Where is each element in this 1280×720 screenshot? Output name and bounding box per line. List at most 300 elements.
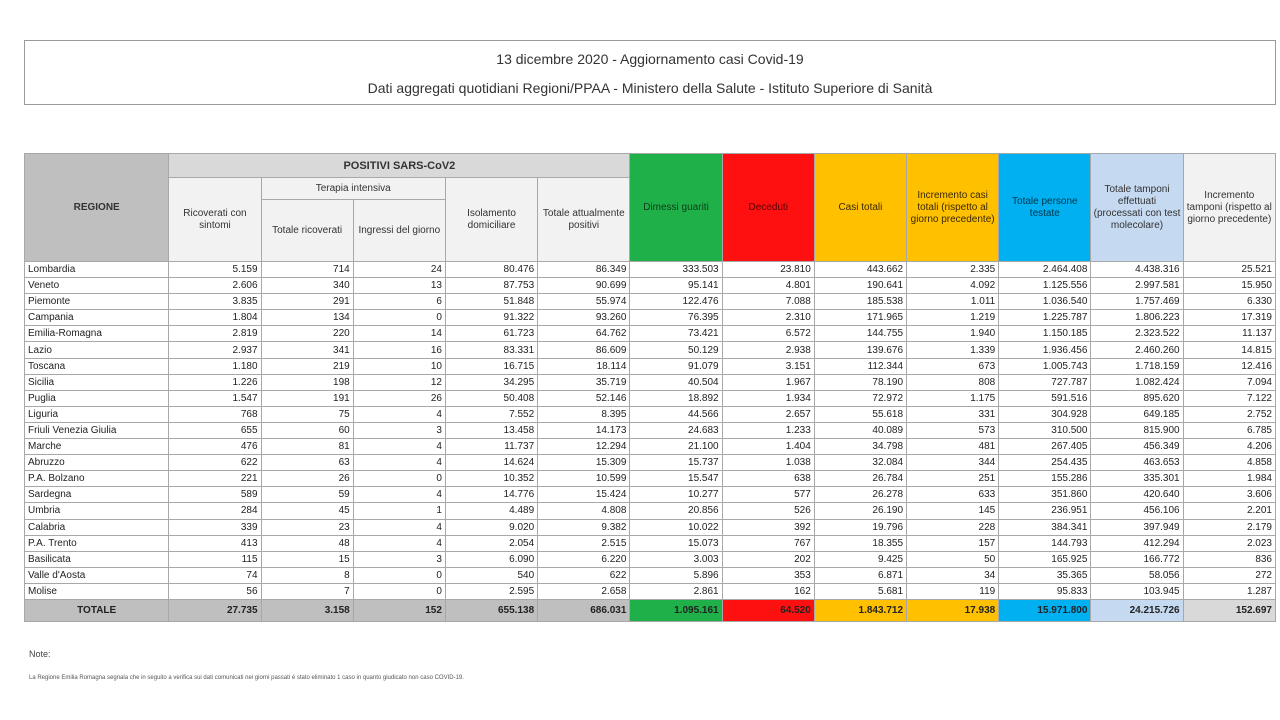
cell-ricoverati: 74 [169, 567, 261, 583]
cell-casi-totali: 26.278 [814, 487, 906, 503]
cell-isolamento: 50.408 [445, 390, 537, 406]
cell-deceduti: 767 [722, 535, 814, 551]
cell-ricoverati: 476 [169, 439, 261, 455]
cell-persone-testate: 254.435 [999, 455, 1091, 471]
cell-persone-testate: 384.341 [999, 519, 1091, 535]
cell-persone-testate: 1.036.540 [999, 294, 1091, 310]
cell-terapia-totale: 219 [261, 358, 353, 374]
cell-dimessi: 2.861 [630, 583, 722, 599]
cell-terapia-totale: 63 [261, 455, 353, 471]
cell-deceduti: 353 [722, 567, 814, 583]
cell-tamponi: 1.806.223 [1091, 310, 1183, 326]
cell-incremento-casi: 1.175 [907, 390, 999, 406]
cell-regione: P.A. Bolzano [25, 471, 169, 487]
cell-regione: Puglia [25, 390, 169, 406]
cell-casi-totali: 55.618 [814, 406, 906, 422]
cell-incremento-casi: 344 [907, 455, 999, 471]
cell-isolamento: 2.054 [445, 535, 537, 551]
cell-incremento-casi: 228 [907, 519, 999, 535]
cell-ricoverati: 1.804 [169, 310, 261, 326]
cell-incremento-tamponi: 272 [1183, 567, 1275, 583]
cell-terapia-totale: 134 [261, 310, 353, 326]
cell-isolamento: 540 [445, 567, 537, 583]
cell-dimessi: 10.022 [630, 519, 722, 535]
cell-casi-totali: 1.843.712 [814, 599, 906, 621]
cell-incremento-tamponi: 2.752 [1183, 406, 1275, 422]
cell-dimessi: 76.395 [630, 310, 722, 326]
cell-isolamento: 51.848 [445, 294, 537, 310]
cell-tamponi: 397.949 [1091, 519, 1183, 535]
cell-terapia-totale: 714 [261, 262, 353, 278]
cell-totale-positivi: 64.762 [538, 326, 630, 342]
cell-ricoverati: 1.180 [169, 358, 261, 374]
cell-terapia-totale: 8 [261, 567, 353, 583]
cell-persone-testate: 15.971.800 [999, 599, 1091, 621]
cell-incremento-casi: 157 [907, 535, 999, 551]
notes-text: La Regione Emilia Romagna segnala che in seguito a verifica sui dati comunicati nei giorni passati è stato eliminato 1 caso in quanto giudicato non caso COVID-19. [29, 675, 464, 681]
cell-totale-positivi: 10.599 [538, 471, 630, 487]
cell-persone-testate: 1.005.743 [999, 358, 1091, 374]
cell-isolamento: 87.753 [445, 278, 537, 294]
cell-incremento-casi: 4.092 [907, 278, 999, 294]
cell-incremento-casi: 1.339 [907, 342, 999, 358]
cell-tamponi: 649.185 [1091, 406, 1183, 422]
cell-casi-totali: 139.676 [814, 342, 906, 358]
cell-casi-totali: 171.965 [814, 310, 906, 326]
cell-incremento-casi: 633 [907, 487, 999, 503]
cell-ingressi: 0 [353, 567, 445, 583]
cell-isolamento: 10.352 [445, 471, 537, 487]
cell-tamponi: 895.620 [1091, 390, 1183, 406]
cell-isolamento: 14.776 [445, 487, 537, 503]
cell-deceduti: 1.934 [722, 390, 814, 406]
header-isolamento: Isolamento domiciliare [445, 178, 537, 262]
cell-incremento-tamponi: 152.697 [1183, 599, 1275, 621]
cell-casi-totali: 9.425 [814, 551, 906, 567]
table-row [25, 487, 1276, 503]
cell-ricoverati: 622 [169, 455, 261, 471]
cell-incremento-casi: 1.011 [907, 294, 999, 310]
cell-casi-totali: 6.871 [814, 567, 906, 583]
cell-terapia-totale: 45 [261, 503, 353, 519]
cell-regione: Emilia-Romagna [25, 326, 169, 342]
cell-isolamento: 11.737 [445, 439, 537, 455]
cell-ingressi: 14 [353, 326, 445, 342]
cell-persone-testate: 144.793 [999, 535, 1091, 551]
cell-isolamento: 7.552 [445, 406, 537, 422]
header-totale-positivi: Totale attualmente positivi [538, 178, 630, 262]
cell-incremento-tamponi: 3.606 [1183, 487, 1275, 503]
cell-regione: Marche [25, 439, 169, 455]
cell-isolamento: 14.624 [445, 455, 537, 471]
table-row [25, 390, 1276, 406]
cell-persone-testate: 95.833 [999, 583, 1091, 599]
cell-isolamento: 13.458 [445, 422, 537, 438]
cell-ingressi: 4 [353, 535, 445, 551]
cell-regione: Molise [25, 583, 169, 599]
cell-tamponi: 1.757.469 [1091, 294, 1183, 310]
cell-ingressi: 1 [353, 503, 445, 519]
cell-regione: Lazio [25, 342, 169, 358]
cell-ricoverati: 655 [169, 422, 261, 438]
cell-ingressi: 152 [353, 599, 445, 621]
cell-totale-positivi: 18.114 [538, 358, 630, 374]
cell-deceduti: 202 [722, 551, 814, 567]
cell-incremento-casi: 1.940 [907, 326, 999, 342]
page-subtitle: Dati aggregati quotidiani Regioni/PPAA - Ministero della Salute - Istituto Superiore di Sanità [367, 80, 933, 96]
cell-totale-positivi: 8.395 [538, 406, 630, 422]
cell-casi-totali: 185.538 [814, 294, 906, 310]
cell-regione: Valle d'Aosta [25, 567, 169, 583]
table-row [25, 455, 1276, 471]
cell-terapia-totale: 7 [261, 583, 353, 599]
table-row [25, 551, 1276, 567]
cell-persone-testate: 351.860 [999, 487, 1091, 503]
cell-deceduti: 1.233 [722, 422, 814, 438]
cell-casi-totali: 19.796 [814, 519, 906, 535]
cell-incremento-casi: 331 [907, 406, 999, 422]
cell-incremento-casi: 2.335 [907, 262, 999, 278]
cell-incremento-casi: 1.219 [907, 310, 999, 326]
cell-incremento-tamponi: 4.206 [1183, 439, 1275, 455]
cell-deceduti: 392 [722, 519, 814, 535]
cell-regione: Calabria [25, 519, 169, 535]
cell-ingressi: 13 [353, 278, 445, 294]
cell-regione: Lombardia [25, 262, 169, 278]
table-row [25, 567, 1276, 583]
cell-incremento-casi: 573 [907, 422, 999, 438]
cell-incremento-tamponi: 1.984 [1183, 471, 1275, 487]
table-row [25, 503, 1276, 519]
table-row [25, 406, 1276, 422]
cell-dimessi: 15.737 [630, 455, 722, 471]
cell-incremento-tamponi: 15.950 [1183, 278, 1275, 294]
cell-ricoverati: 284 [169, 503, 261, 519]
cell-casi-totali: 26.784 [814, 471, 906, 487]
cell-incremento-casi: 808 [907, 374, 999, 390]
header-positivi: POSITIVI SARS-CoV2 [169, 154, 630, 178]
header-ricoverati: Ricoverati con sintomi [169, 178, 261, 262]
cell-persone-testate: 591.516 [999, 390, 1091, 406]
cell-tamponi: 335.301 [1091, 471, 1183, 487]
cell-incremento-tamponi: 1.287 [1183, 583, 1275, 599]
cell-dimessi: 1.095.161 [630, 599, 722, 621]
cell-dimessi: 5.896 [630, 567, 722, 583]
cell-ingressi: 0 [353, 310, 445, 326]
cell-persone-testate: 35.365 [999, 567, 1091, 583]
cell-incremento-casi: 34 [907, 567, 999, 583]
cell-regione: P.A. Trento [25, 535, 169, 551]
cell-incremento-tamponi: 12.416 [1183, 358, 1275, 374]
table-row [25, 326, 1276, 342]
cell-regione: Toscana [25, 358, 169, 374]
cell-casi-totali: 32.084 [814, 455, 906, 471]
cell-dimessi: 21.100 [630, 439, 722, 455]
cell-persone-testate: 304.928 [999, 406, 1091, 422]
cell-regione: Sardegna [25, 487, 169, 503]
cell-ricoverati: 2.937 [169, 342, 261, 358]
cell-incremento-tamponi: 2.179 [1183, 519, 1275, 535]
cell-tamponi: 456.349 [1091, 439, 1183, 455]
cell-isolamento: 6.090 [445, 551, 537, 567]
cell-incremento-tamponi: 2.201 [1183, 503, 1275, 519]
cell-regione: Liguria [25, 406, 169, 422]
cell-isolamento: 16.715 [445, 358, 537, 374]
cell-terapia-totale: 81 [261, 439, 353, 455]
cell-deceduti: 638 [722, 471, 814, 487]
cell-ingressi: 0 [353, 583, 445, 599]
total-row [25, 599, 1276, 621]
cell-regione: Friuli Venezia Giulia [25, 422, 169, 438]
cell-totale-positivi: 86.349 [538, 262, 630, 278]
cell-ingressi: 4 [353, 455, 445, 471]
cell-ingressi: 10 [353, 358, 445, 374]
cell-isolamento: 61.723 [445, 326, 537, 342]
cell-isolamento: 655.138 [445, 599, 537, 621]
cell-incremento-tamponi: 17.319 [1183, 310, 1275, 326]
cell-casi-totali: 5.681 [814, 583, 906, 599]
cell-dimessi: 73.421 [630, 326, 722, 342]
table-row [25, 262, 1276, 278]
cell-ingressi: 3 [353, 551, 445, 567]
cell-ricoverati: 339 [169, 519, 261, 535]
header-dimessi: Dimessi guariti [630, 154, 722, 262]
cell-isolamento: 9.020 [445, 519, 537, 535]
cell-dimessi: 122.476 [630, 294, 722, 310]
cell-terapia-totale: 75 [261, 406, 353, 422]
cell-tamponi: 1.718.159 [1091, 358, 1183, 374]
cell-deceduti: 1.404 [722, 439, 814, 455]
cell-ricoverati: 56 [169, 583, 261, 599]
cell-incremento-casi: 251 [907, 471, 999, 487]
cell-isolamento: 83.331 [445, 342, 537, 358]
cell-ingressi: 0 [353, 471, 445, 487]
table-row [25, 422, 1276, 438]
cell-casi-totali: 443.662 [814, 262, 906, 278]
cell-terapia-totale: 291 [261, 294, 353, 310]
cell-tamponi: 1.082.424 [1091, 374, 1183, 390]
cell-ingressi: 4 [353, 487, 445, 503]
cell-totale-positivi: 12.294 [538, 439, 630, 455]
cell-terapia-totale: 15 [261, 551, 353, 567]
cell-regione: Umbria [25, 503, 169, 519]
notes-label: Note: [29, 649, 51, 659]
cell-regione: Campania [25, 310, 169, 326]
cell-totale-positivi: 90.699 [538, 278, 630, 294]
cell-persone-testate: 1.150.185 [999, 326, 1091, 342]
cell-terapia-totale: 23 [261, 519, 353, 535]
cell-casi-totali: 40.089 [814, 422, 906, 438]
cell-persone-testate: 1.936.456 [999, 342, 1091, 358]
cell-deceduti: 577 [722, 487, 814, 503]
cell-terapia-totale: 198 [261, 374, 353, 390]
cell-deceduti: 526 [722, 503, 814, 519]
cell-ricoverati: 768 [169, 406, 261, 422]
cell-dimessi: 18.892 [630, 390, 722, 406]
cell-tamponi: 58.056 [1091, 567, 1183, 583]
cell-ricoverati: 115 [169, 551, 261, 567]
cell-persone-testate: 727.787 [999, 374, 1091, 390]
cell-ingressi: 16 [353, 342, 445, 358]
cell-dimessi: 24.683 [630, 422, 722, 438]
cell-casi-totali: 112.344 [814, 358, 906, 374]
title-box [24, 40, 1276, 105]
cell-totale-positivi: 86.609 [538, 342, 630, 358]
cell-ingressi: 4 [353, 519, 445, 535]
cell-totale-positivi: 2.658 [538, 583, 630, 599]
cell-incremento-tamponi: 7.094 [1183, 374, 1275, 390]
page-title: 13 dicembre 2020 - Aggiornamento casi Covid-19 [496, 51, 804, 67]
cell-deceduti: 4.801 [722, 278, 814, 294]
cell-incremento-tamponi: 836 [1183, 551, 1275, 567]
header-casi-totali: Casi totali [814, 154, 906, 262]
cell-casi-totali: 78.190 [814, 374, 906, 390]
table-row [25, 535, 1276, 551]
cell-incremento-tamponi: 7.122 [1183, 390, 1275, 406]
cell-totale-positivi: 14.173 [538, 422, 630, 438]
cell-ricoverati: 413 [169, 535, 261, 551]
cell-terapia-totale: 26 [261, 471, 353, 487]
cell-persone-testate: 310.500 [999, 422, 1091, 438]
cell-casi-totali: 34.798 [814, 439, 906, 455]
cell-tamponi: 2.323.522 [1091, 326, 1183, 342]
cell-incremento-tamponi: 25.521 [1183, 262, 1275, 278]
cell-tamponi: 4.438.316 [1091, 262, 1183, 278]
table-row [25, 358, 1276, 374]
cell-ricoverati: 2.819 [169, 326, 261, 342]
cell-casi-totali: 26.190 [814, 503, 906, 519]
cell-deceduti: 1.967 [722, 374, 814, 390]
cell-regione: Piemonte [25, 294, 169, 310]
cell-totale-positivi: 35.719 [538, 374, 630, 390]
cell-ingressi: 4 [353, 439, 445, 455]
table-row [25, 519, 1276, 535]
cell-incremento-tamponi: 6.330 [1183, 294, 1275, 310]
cell-persone-testate: 2.464.408 [999, 262, 1091, 278]
cell-terapia-totale: 59 [261, 487, 353, 503]
cell-ricoverati: 27.735 [169, 599, 261, 621]
header-ingressi: Ingressi del giorno [353, 200, 445, 262]
header-tamponi: Totale tamponi effettuati (processati con test molecolare) [1091, 154, 1183, 262]
cell-terapia-totale: 48 [261, 535, 353, 551]
cell-tamponi: 2.997.581 [1091, 278, 1183, 294]
cell-ingressi: 4 [353, 406, 445, 422]
cell-deceduti: 6.572 [722, 326, 814, 342]
cell-persone-testate: 1.125.556 [999, 278, 1091, 294]
table-row [25, 439, 1276, 455]
cell-totale-positivi: 4.808 [538, 503, 630, 519]
cell-ingressi: 26 [353, 390, 445, 406]
cell-ingressi: 6 [353, 294, 445, 310]
cell-persone-testate: 1.225.787 [999, 310, 1091, 326]
cell-ricoverati: 1.547 [169, 390, 261, 406]
cell-tamponi: 166.772 [1091, 551, 1183, 567]
cell-incremento-tamponi: 2.023 [1183, 535, 1275, 551]
cell-dimessi: 15.073 [630, 535, 722, 551]
cell-dimessi: 20.856 [630, 503, 722, 519]
cell-tamponi: 412.294 [1091, 535, 1183, 551]
cell-totale-positivi: 93.260 [538, 310, 630, 326]
header-regione: REGIONE [25, 154, 169, 262]
covid-data-table [24, 153, 1276, 622]
cell-deceduti: 1.038 [722, 455, 814, 471]
cell-ingressi: 3 [353, 422, 445, 438]
table-body [25, 262, 1276, 622]
cell-terapia-totale: 341 [261, 342, 353, 358]
cell-incremento-casi: 17.938 [907, 599, 999, 621]
cell-dimessi: 95.141 [630, 278, 722, 294]
table-row [25, 471, 1276, 487]
cell-tamponi: 2.460.260 [1091, 342, 1183, 358]
header-incremento-tamponi: Incremento tamponi (rispetto al giorno precedente) [1183, 154, 1275, 262]
cell-terapia-totale: 220 [261, 326, 353, 342]
cell-tamponi: 463.653 [1091, 455, 1183, 471]
cell-totale-positivi: 15.424 [538, 487, 630, 503]
cell-deceduti: 64.520 [722, 599, 814, 621]
cell-incremento-casi: 50 [907, 551, 999, 567]
cell-ricoverati: 3.835 [169, 294, 261, 310]
cell-tamponi: 24.215.726 [1091, 599, 1183, 621]
cell-isolamento: 34.295 [445, 374, 537, 390]
cell-incremento-casi: 119 [907, 583, 999, 599]
cell-deceduti: 23.810 [722, 262, 814, 278]
cell-deceduti: 7.088 [722, 294, 814, 310]
table-row [25, 583, 1276, 599]
cell-terapia-totale: 340 [261, 278, 353, 294]
cell-tamponi: 420.640 [1091, 487, 1183, 503]
cell-ricoverati: 2.606 [169, 278, 261, 294]
cell-regione: Veneto [25, 278, 169, 294]
cell-regione: Basilicata [25, 551, 169, 567]
cell-dimessi: 91.079 [630, 358, 722, 374]
cell-dimessi: 40.504 [630, 374, 722, 390]
cell-casi-totali: 72.972 [814, 390, 906, 406]
cell-persone-testate: 155.286 [999, 471, 1091, 487]
cell-totale-positivi: 9.382 [538, 519, 630, 535]
cell-deceduti: 2.657 [722, 406, 814, 422]
header-persone-testate: Totale persone testate [999, 154, 1091, 262]
table-row [25, 278, 1276, 294]
cell-totale-positivi: 686.031 [538, 599, 630, 621]
cell-ricoverati: 221 [169, 471, 261, 487]
cell-deceduti: 3.151 [722, 358, 814, 374]
cell-tamponi: 103.945 [1091, 583, 1183, 599]
header-terapia-intensiva: Terapia intensiva [261, 178, 445, 200]
cell-totale-positivi: 55.974 [538, 294, 630, 310]
cell-totale-positivi: 622 [538, 567, 630, 583]
cell-incremento-tamponi: 14.815 [1183, 342, 1275, 358]
cell-incremento-tamponi: 4.858 [1183, 455, 1275, 471]
cell-casi-totali: 144.755 [814, 326, 906, 342]
cell-dimessi: 333.503 [630, 262, 722, 278]
cell-terapia-totale: 3.158 [261, 599, 353, 621]
header-totale-ricoverati: Totale ricoverati [261, 200, 353, 262]
cell-ricoverati: 5.159 [169, 262, 261, 278]
cell-casi-totali: 190.641 [814, 278, 906, 294]
cell-ricoverati: 589 [169, 487, 261, 503]
cell-dimessi: 3.003 [630, 551, 722, 567]
cell-totale-positivi: 15.309 [538, 455, 630, 471]
cell-isolamento: 80.476 [445, 262, 537, 278]
cell-totale-positivi: 6.220 [538, 551, 630, 567]
cell-incremento-tamponi: 6.785 [1183, 422, 1275, 438]
cell-tamponi: 815.900 [1091, 422, 1183, 438]
cell-regione: Sicilia [25, 374, 169, 390]
cell-totale-label: TOTALE [25, 599, 169, 621]
header-incremento-casi: Incremento casi totali (rispetto al giorno precedente) [907, 154, 999, 262]
cell-isolamento: 91.322 [445, 310, 537, 326]
cell-regione: Abruzzo [25, 455, 169, 471]
